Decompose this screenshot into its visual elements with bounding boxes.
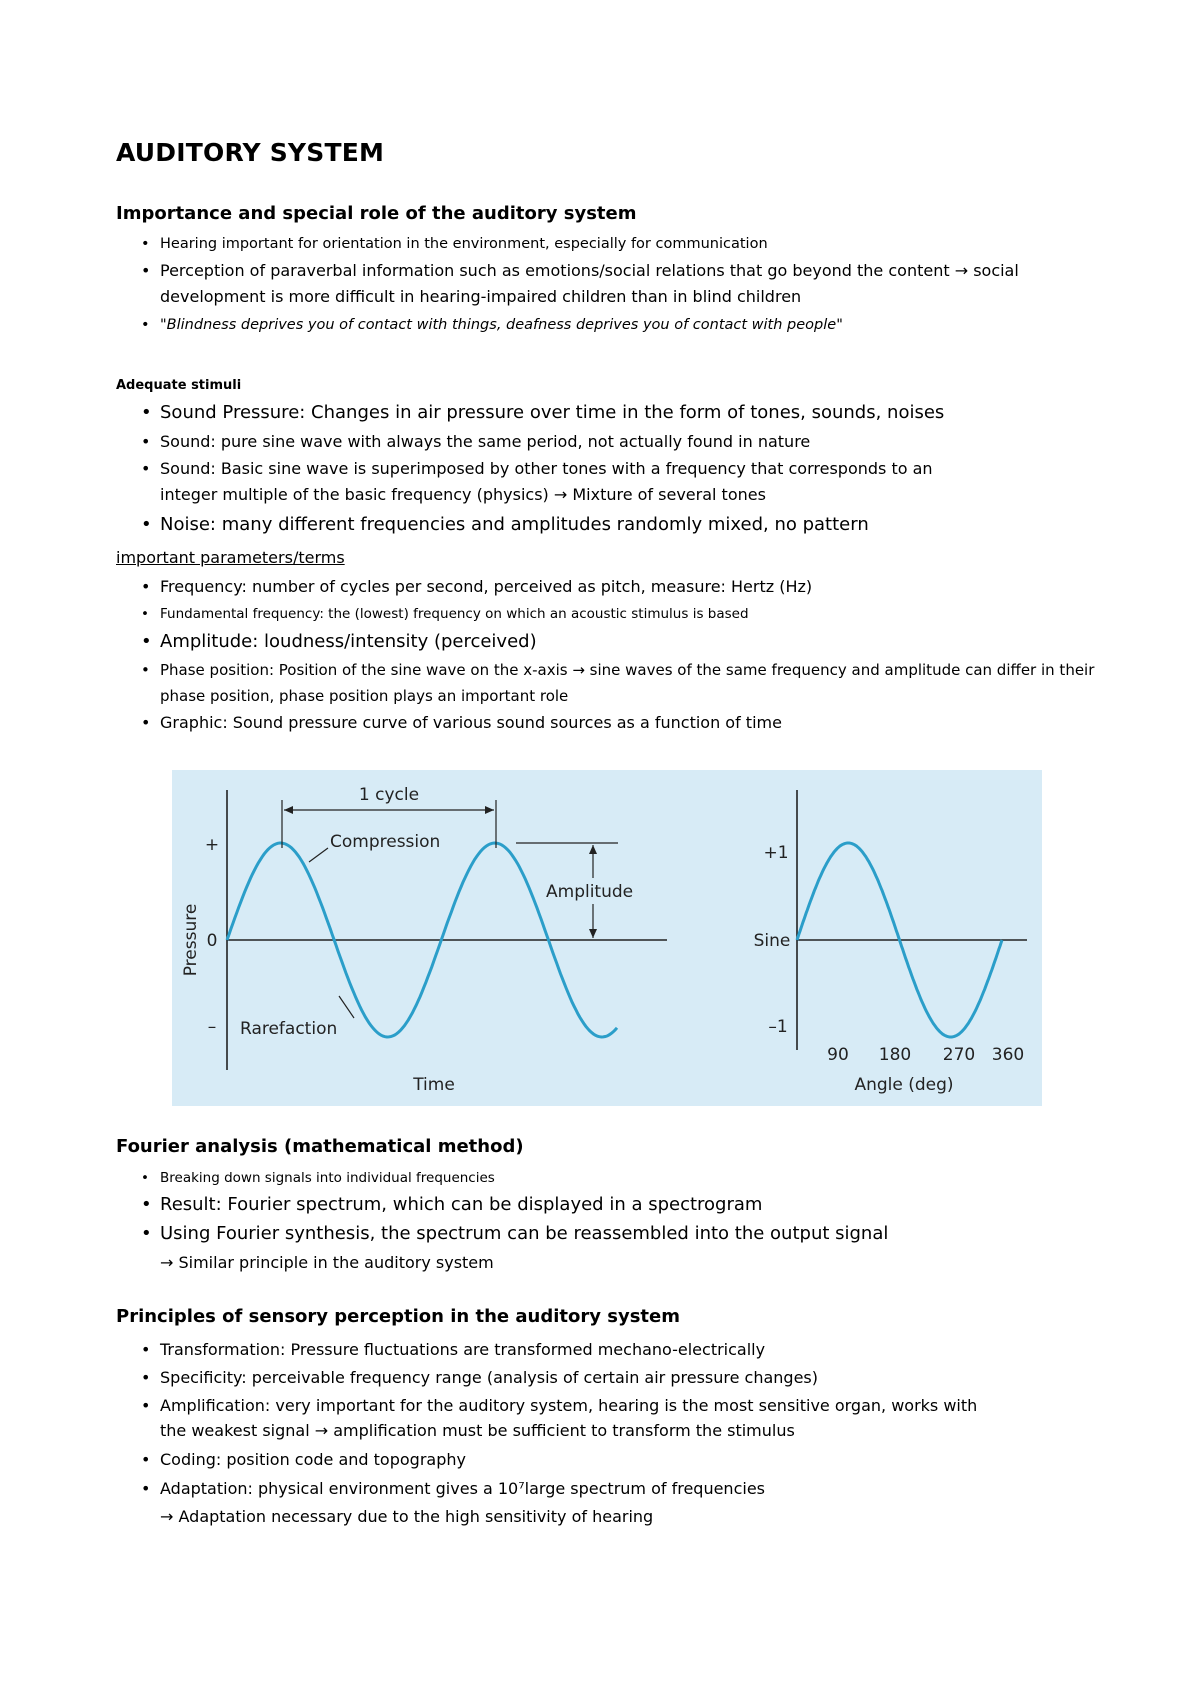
list-item: • Specificity: perceivable frequency range (analysis of certain air pressure changes) <box>140 1364 1100 1392</box>
right-tick-sine: Sine <box>753 931 791 951</box>
amplitude-arrow-down <box>589 929 597 938</box>
principles-continuation: the weakest signal → amplification must be sufficient to transform the stimulus <box>160 1421 795 1440</box>
list-item: • Phase position: Position of the sine wave on the x-axis → sine waves of the same frequency and amplitude can differ in their phase position, phase position plays an important role <box>140 657 1100 709</box>
list-item: • Transformation: Pressure fluctuations are transformed mechano-electrically <box>140 1336 1100 1364</box>
list-item: • Perception of paraverbal information such as emotions/social relations that go beyond the content → social development is more difficult in hearing-impaired children than in blind children <box>140 258 1100 310</box>
stimuli-heading: Adequate stimuli <box>116 378 242 393</box>
page-title: AUDITORY SYSTEM <box>116 138 385 167</box>
compression-pointer <box>309 848 328 862</box>
principles-list-2 <box>140 1445 1100 1503</box>
right-tick-minus1: –1 <box>768 1017 788 1037</box>
list-item: • Coding: position code and topography <box>140 1445 1100 1474</box>
compression-label: Compression <box>330 832 441 852</box>
left-x-axis-label: Time <box>413 1075 455 1095</box>
list-item: • Hearing important for orientation in the environment, especially for communication <box>140 232 1100 256</box>
cycle-arrow-head-left <box>284 806 293 814</box>
principles-note: → Adaptation necessary due to the high sensitivity of hearing <box>160 1507 654 1526</box>
amplitude-arrow-up <box>589 845 597 854</box>
right-x-tick: 180 <box>878 1045 912 1065</box>
left-tick-minus: – <box>207 1017 217 1037</box>
right-x-tick: 360 <box>991 1045 1025 1065</box>
list-item: • Frequency: number of cycles per second, perceived as pitch, measure: Hertz (Hz) <box>140 572 1100 601</box>
list-item: • Amplitude: loudness/intensity (perceived) <box>140 627 1100 657</box>
list-item: • Result: Fourier spectrum, which can be displayed in a spectrogram <box>140 1190 1100 1220</box>
list-item: • "Blindness deprives you of contact with things, deafness deprives you of contact with people" <box>140 313 1100 337</box>
left-tick-plus: + <box>204 835 220 855</box>
cycle-label: 1 cycle <box>358 785 420 805</box>
right-x-tick: 270 <box>942 1045 976 1065</box>
fourier-list <box>140 1166 1100 1248</box>
list-item: • Noise: many different frequencies and amplitudes randomly mixed, no pattern <box>140 510 1020 539</box>
left-y-axis-label: Pressure <box>181 903 201 977</box>
list-item: • Using Fourier synthesis, the spectrum can be reassembled into the output signal <box>140 1220 1100 1248</box>
amplitude-label: Amplitude <box>546 882 634 902</box>
right-x-axis-label: Angle (deg) <box>854 1075 954 1095</box>
rarefaction-pointer <box>339 996 354 1018</box>
cycle-arrow-head-right <box>485 806 494 814</box>
right-tick-plus1: +1 <box>763 843 789 863</box>
list-item: • Sound: Basic sine wave is superimposed by other tones with a frequency that corresponds to an integer multiple of the basic frequency (physics) → Mixture of several tones <box>140 456 980 508</box>
fourier-heading: Fourier analysis (mathematical method) <box>116 1136 524 1157</box>
importance-heading: Importance and special role of the auditory system <box>116 203 637 224</box>
rarefaction-label: Rarefaction <box>240 1019 338 1039</box>
principles-heading: Principles of sensory perception in the auditory system <box>116 1306 680 1327</box>
params-list <box>140 572 1100 737</box>
sine-wave-svg <box>172 770 1042 1106</box>
list-item: • Sound Pressure: Changes in air pressure over time in the form of tones, sounds, noises <box>140 398 1020 427</box>
list-item: • Graphic: Sound pressure curve of various sound sources as a function of time <box>140 709 1100 737</box>
list-item: • Fundamental frequency: the (lowest) frequency on which an acoustic stimulus is based <box>140 601 1100 627</box>
fourier-note: → Similar principle in the auditory system <box>160 1253 494 1272</box>
left-tick-zero: 0 <box>206 931 218 951</box>
principles-list <box>140 1336 1100 1420</box>
sine-wave-figure <box>172 770 1042 1106</box>
params-heading: important parameters/terms <box>116 548 345 567</box>
list-item: • Adaptation: physical environment gives a 10⁷large spectrum of frequencies <box>140 1474 1100 1503</box>
list-item: • Breaking down signals into individual frequencies <box>140 1166 1100 1190</box>
importance-list <box>140 232 1100 337</box>
list-item: • Sound: pure sine wave with always the same period, not actually found in nature <box>140 427 1020 456</box>
stimuli-list <box>140 398 1020 539</box>
list-item: • Amplification: very important for the auditory system, hearing is the most sensitive organ, works with <box>140 1392 1100 1420</box>
right-x-tick: 90 <box>827 1045 849 1065</box>
